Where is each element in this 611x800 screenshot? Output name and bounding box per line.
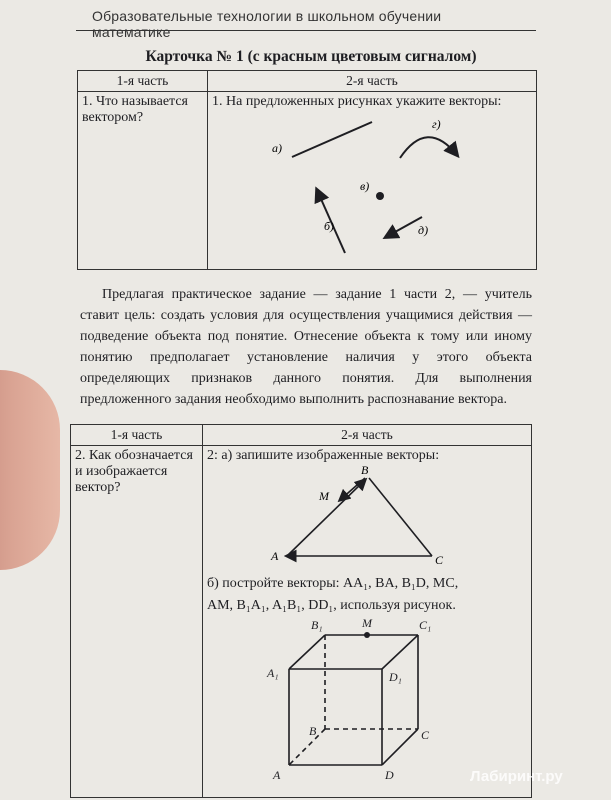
tri-label-A: A bbox=[271, 549, 279, 563]
card-table-2 bbox=[70, 424, 532, 798]
thumb-photo-area bbox=[0, 370, 60, 570]
label-b: б) bbox=[324, 219, 335, 233]
question-2: 2. Как обозначается и изображается вектор? bbox=[71, 446, 203, 798]
body-paragraph bbox=[80, 284, 532, 410]
cube-edge-ab bbox=[289, 729, 325, 765]
body-paragraph-text: Предлагая практическое задание — задание 1 части 2, — учитель ставит цель: создать условия для осуществления учащимися действия — подведение объекта под понятие. Отнесение объекта к тому или иному понятию предполагает установление наличия у этого объекта определяющих признаков данного понятия. Для выполнения предложенного задания необходимо выполнить распознавание вектора. bbox=[80, 287, 532, 407]
tri-label-B: B bbox=[361, 464, 369, 477]
header-rule bbox=[76, 30, 536, 31]
cube-edge-cd bbox=[382, 729, 418, 765]
segment-a bbox=[292, 122, 372, 157]
vectors-figure bbox=[212, 110, 532, 260]
segment-cb bbox=[369, 478, 432, 556]
cube-label-B: B bbox=[309, 724, 317, 738]
tri-label-M: M bbox=[319, 489, 329, 503]
label-a: а) bbox=[272, 141, 282, 155]
triangle-figure bbox=[207, 464, 527, 566]
arc-g bbox=[400, 137, 457, 158]
cube-label-D1: D₁ bbox=[389, 670, 402, 684]
table2-col2-header: 2-я часть bbox=[203, 425, 532, 446]
table1-col1-header: 1-я часть bbox=[78, 71, 208, 92]
label-g: г) bbox=[432, 117, 441, 131]
cube-label-D: D bbox=[385, 768, 394, 782]
table1-col2-header: 2-я часть bbox=[208, 71, 537, 92]
cube-point-m bbox=[364, 632, 370, 638]
task-2b-line-1: б) постройте векторы: AA₁, BA, B₁D, MC, bbox=[207, 576, 459, 591]
cube-edge-c1d1 bbox=[382, 635, 418, 669]
cube-edge-a1b1 bbox=[289, 635, 325, 669]
vector-bm bbox=[340, 478, 365, 500]
running-head: Образовательные технологии в школьном обучении математике bbox=[92, 8, 442, 40]
question-1: 1. Что называется вектором? bbox=[78, 92, 208, 270]
cube-label-M: M bbox=[362, 617, 372, 630]
point-v bbox=[376, 192, 384, 200]
label-d: д) bbox=[418, 223, 429, 237]
card-title: Карточка № 1 (с красным цветовым сигналом) bbox=[145, 48, 477, 65]
cube-label-B1: B₁ bbox=[311, 618, 323, 632]
task-1-text: 1. На предложенных рисунках укажите векторы: bbox=[212, 94, 502, 109]
cube-label-A1: A₁ bbox=[267, 666, 279, 680]
cube-label-A: A bbox=[273, 768, 281, 782]
cube-figure bbox=[207, 617, 527, 785]
task-1-cell bbox=[208, 92, 537, 270]
tri-label-C: C bbox=[435, 553, 444, 566]
watermark: Лабиринт.ру bbox=[470, 768, 563, 785]
vector-d bbox=[386, 217, 422, 237]
task-2b-line-2: AM, B₁A₁, A₁B₁, DD₁, используя рисунок. bbox=[207, 598, 456, 613]
card-table-1 bbox=[77, 70, 537, 270]
table2-col1-header: 1-я часть bbox=[71, 425, 203, 446]
task-2a-text: 2: а) запишите изображенные векторы: bbox=[207, 448, 440, 463]
cube-label-C: C bbox=[421, 728, 430, 742]
cube-label-C1: C₁ bbox=[419, 618, 432, 632]
task-2-cell bbox=[203, 446, 532, 798]
label-v: в) bbox=[360, 179, 370, 193]
